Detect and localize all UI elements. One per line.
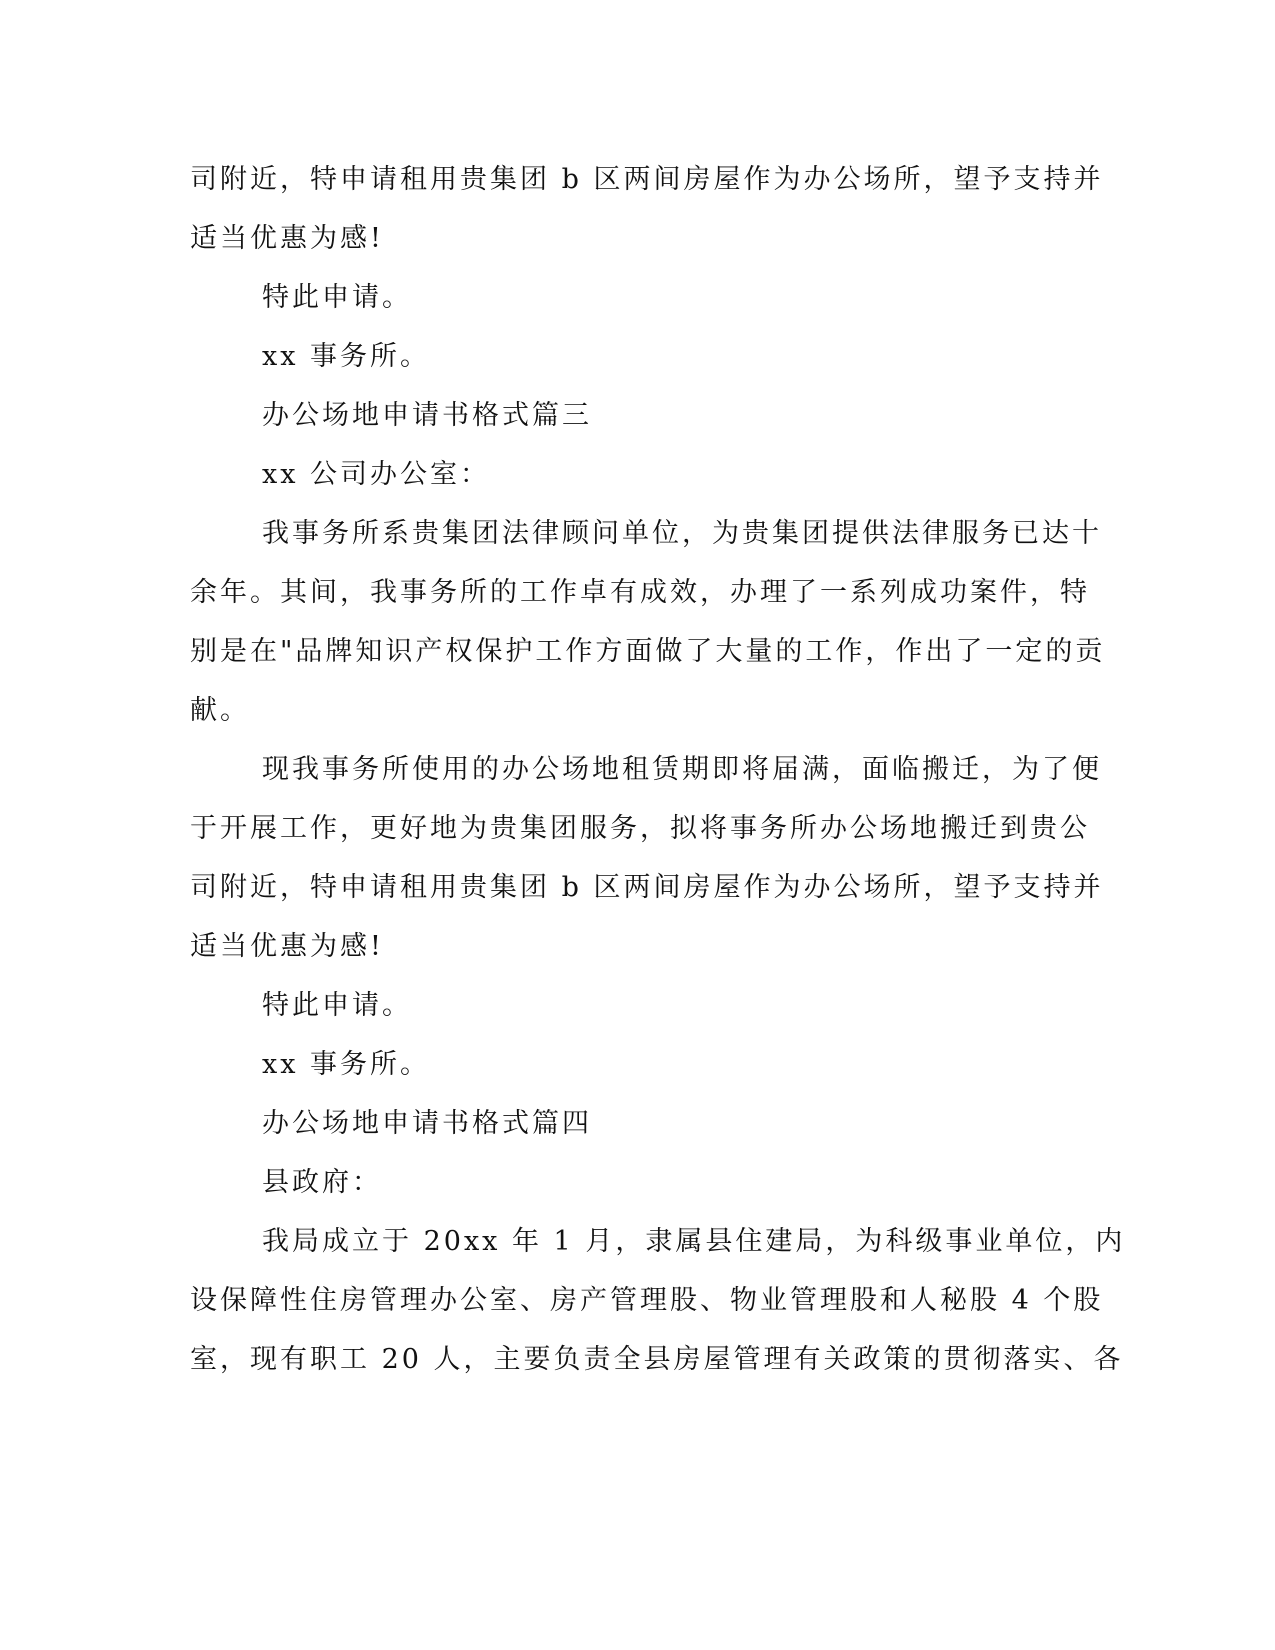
- paragraph-line: 我事务所系贵集团法律顾问单位，为贵集团提供法律服务已达十: [262, 518, 1102, 549]
- paragraph-line: 适当优惠为感!: [190, 931, 384, 962]
- paragraph-line: 室，现有职工 20 人，主要负责全县房屋管理有关政策的贯彻落实、各: [190, 1344, 1124, 1375]
- paragraph-line: 于开展工作，更好地为贵集团服务，拟将事务所办公场地搬迁到贵公: [190, 813, 1090, 844]
- signature-line: xx 事务所。: [262, 1049, 431, 1080]
- salutation-line: xx 公司办公室：: [262, 459, 491, 490]
- paragraph-line: 现我事务所使用的办公场地租赁期即将届满，面临搬迁，为了便: [262, 754, 1102, 785]
- paragraph-line: 适当优惠为感!: [190, 223, 384, 254]
- closing-line: 特此申请。: [262, 990, 412, 1021]
- paragraph-line: 余年。其间，我事务所的工作卓有成效，办理了一系列成功案件，特: [190, 577, 1090, 608]
- section-heading: 办公场地申请书格式篇四: [262, 1108, 592, 1139]
- closing-line: 特此申请。: [262, 282, 412, 313]
- paragraph-line: 献。: [190, 695, 250, 726]
- paragraph-line: 司附近，特申请租用贵集团 b 区两间房屋作为办公场所，望予支持并: [190, 164, 1104, 195]
- salutation-line: 县政府：: [262, 1167, 382, 1198]
- paragraph-line: 别是在"品牌知识产权保护工作方面做了大量的工作，作出了一定的贡: [190, 636, 1106, 667]
- paragraph-line: 司附近，特申请租用贵集团 b 区两间房屋作为办公场所，望予支持并: [190, 872, 1104, 903]
- paragraph-line: 我局成立于 20xx 年 1 月，隶属县住建局，为科级事业单位，内: [262, 1226, 1126, 1257]
- section-heading: 办公场地申请书格式篇三: [262, 400, 592, 431]
- paragraph-line: 设保障性住房管理办公室、房产管理股、物业管理股和人秘股 4 个股: [190, 1285, 1104, 1316]
- signature-line: xx 事务所。: [262, 341, 431, 372]
